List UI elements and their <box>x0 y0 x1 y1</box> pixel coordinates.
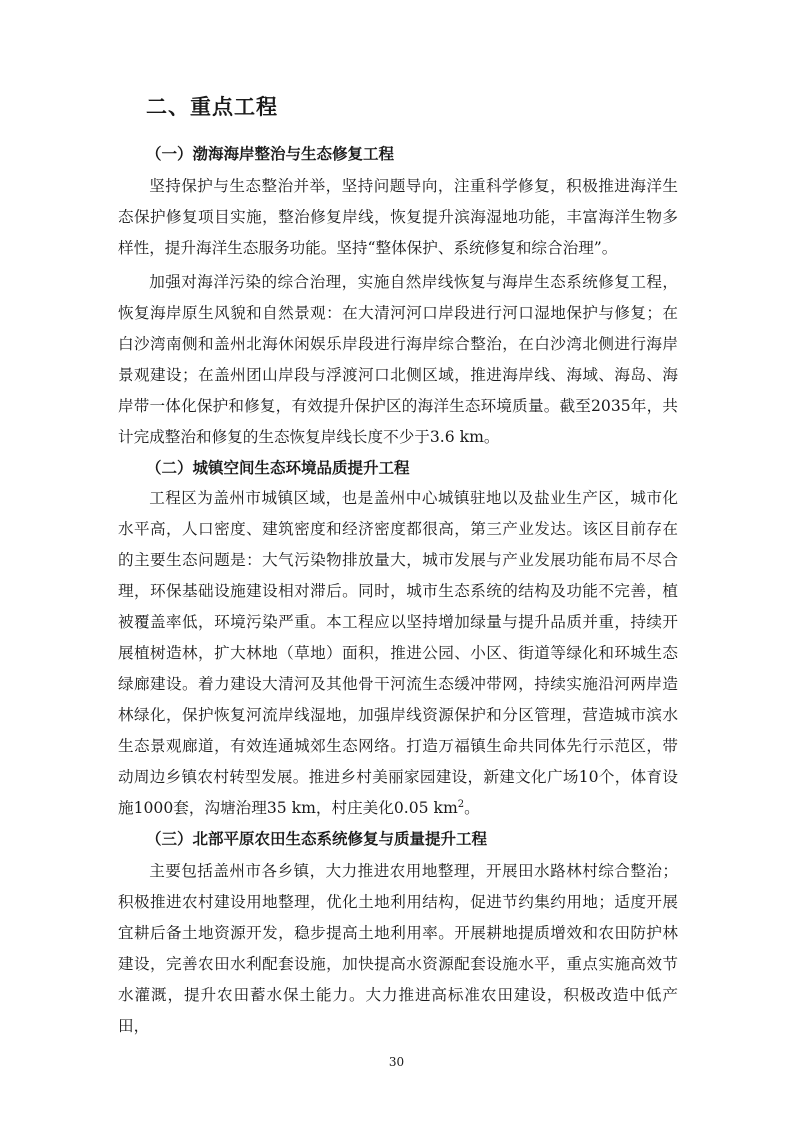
section-2 <box>118 454 678 824</box>
page-number: 30 <box>388 1055 405 1069</box>
superscript: 2 <box>457 799 465 810</box>
paragraph <box>118 483 678 824</box>
section-3 <box>118 825 678 1042</box>
paragraph-text: 工程区为盖州市城镇区域，也是盖州中心城镇驻地以及盐业生产区，城市化水平高，人口密度、建筑密度和经济密度都很高，第三产业发达。该区目前存在的主要生态问题是：大气污染物排放量大，城市发展与产业发展功能布局不尽合理，环保基础设施建设相对滞后。同时，城市生态系统的结构及功能不完善，植被覆盖率低，环境污染严重。本工程应以坚持增加绿量与提升品质并重，持续开展植树造林，扩大林地（草地）面积，推进公园、小区、街道等绿化和环城生态绿廊建设。着力建设大清河及其他骨干河流生态缓冲带网，持续实施沿河两岸造林绿化，保护恢复河流岸线湿地，加强岸线资源保护和分区管理，营造城市滨水生态景观廊道，有效连通城郊生态网络。打造万福镇生命共同体先行示范区，带动周边乡镇农村转型发展。推进乡村美丽家园建设，新建文化广场10个，体育设施1000套，沟塘治理35 km，村庄美化0.05 km <box>118 489 678 817</box>
section-title: （二）城镇空间生态环境品质提升工程 <box>146 459 410 477</box>
paragraph: 加强对海洋污染的综合治理，实施自然岸线恢复与海岸生态系统修复工程，恢复海岸原生风貌和自然景观：在大清河河口岸段进行河口湿地保护与修复；在白沙湾南侧和盖州北海休闲娱乐岸段进行海岸综合整治，在白沙湾北侧进行海岸景观建设；在盖州团山岸段与浮渡河口北侧区域，推进海岸线、海域、海岛、海岸带一体化保护和修复，有效提升保护区的海洋生态环境质量。截至2035年，共计完成整治和修复的生态恢复岸线长度不少于3.6 km。 <box>118 273 678 446</box>
chapter-title: 二、重点工程 <box>146 95 278 119</box>
document-body <box>118 140 678 1042</box>
section-title: （一）渤海海岸整治与生态修复工程 <box>146 145 395 163</box>
paragraph-tail: 。 <box>464 799 480 817</box>
paragraph: 主要包括盖州市各乡镇，大力推进农用地整理，开展田水路林村综合整治；积极推进农村建设用地整理，优化土地利用结构，促进节约集约用地；适度开展宜耕后备土地资源开发，稳步提高土地利用率。开展耕地提质增效和农田防护林建设，完善农田水利配套设施，加快提高水资源配套设施水平，重点实施高效节水灌溉，提升农田蓄水保土能力。大力推进高标准农田建设，积极改造中低产田， <box>118 862 678 1035</box>
section-1 <box>118 140 678 453</box>
paragraph: 坚持保护与生态整治并举，坚持问题导向，注重科学修复，积极推进海洋生态保护修复项目实施，整治修复岸线，恢复提升滨海湿地功能，丰富海洋生物多样性，提升海洋生态服务功能。坚持“整体保护、系统修复和综合治理”。 <box>118 177 678 257</box>
section-title: （三）北部平原农田生态系统修复与质量提升工程 <box>146 830 488 848</box>
